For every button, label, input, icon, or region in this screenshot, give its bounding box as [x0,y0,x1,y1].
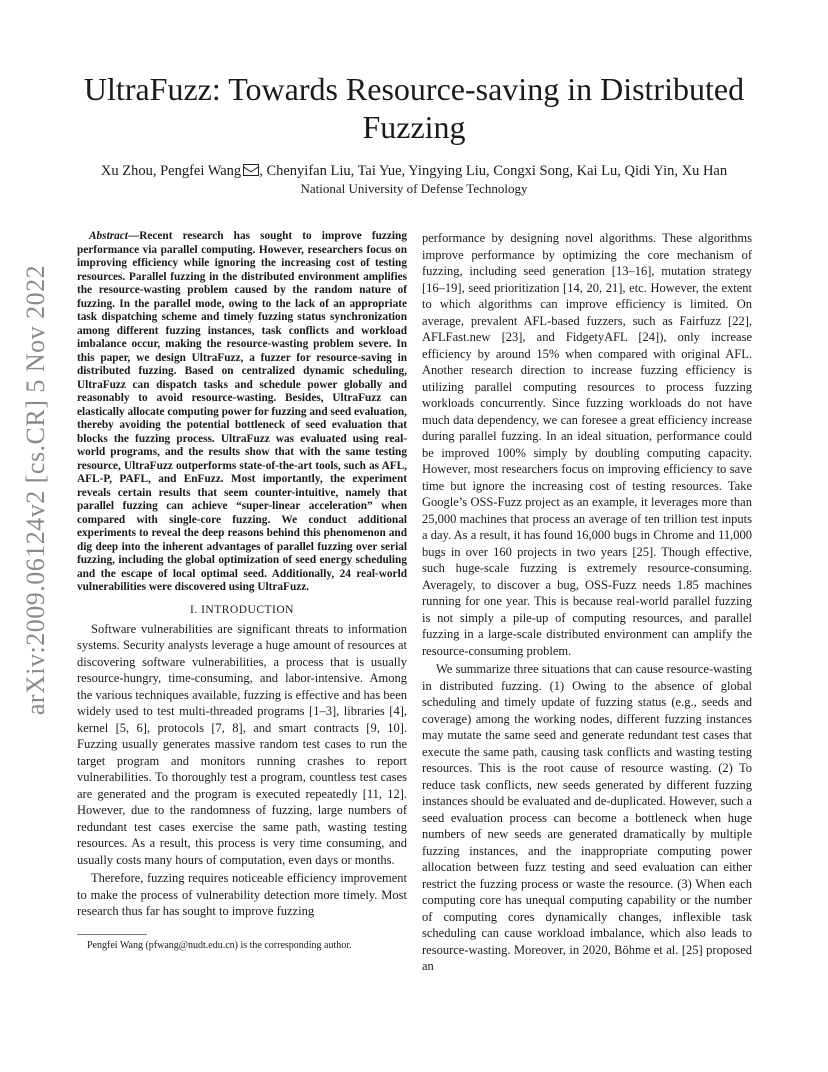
right-paragraph-1: performance by designing novel algorithms. These algorithms improve performance by optimizing the core mechanism of fuzzing, including seed generation [13–16], mutation strategy [16–19], seed prioritization [14, 20, 21], etc. However, the extent to which algorithms can improve efficiency is limited. On average, prevalent AFL-based fuzzers, such as Fairfuzz [22], AFLFast.new [23], and FidgetyAFL [24]), only increase efficiency by around 15% when compared with original AFL. Another research direction to increase fuzzing efficiency is utilizing parallel computing resources to process fuzzing workloads concurrently. Since fuzzing workloads do not have much data dependency, we can foresee a great efficiency increase during parallel fuzzing. In an ideal situation, performance could be improved 100% simply by doubling computing capacity. However, most researchers focus on improving efficiency to save time but ignore the increasing cost of testing resources. Take Google’s OSS-Fuzz project as an example, it leverages more than 25,000 machines that process an average of ten trillion test inputs a day. As a result, it has found 16,000 bugs in Chrome and 11,000 bugs in over 160 projects in two years [25]. Though effective, such huge-scale fuzzing is extremely resource-consuming. Averagely, to discover a bug, OSS-Fuzz needs 1.85 machines running for one year. This is because real-world parallel fuzzing is not simply a pile-up of computing resources, and parallel fuzzing in a large-scale distributed environment can amplify the resource-consuming problem. [422,231,752,658]
abstract [77,230,407,595]
arxiv-identifier: arXiv:2009.06124v2 [cs.CR] 5 Nov 2022 [21,264,51,716]
abstract-text: —Recent research has sought to improve fuzzing performance via parallel computing. However, researchers focus on improving efficiency while ignoring the increasing cost of testing resources. Parallel fuzzing in the distributed environment amplifies the resource-wasting problem caused by the random nature of fuzzing. In the parallel mode, owing to the lack of an appropriate task dispatching scheme and timely fuzzing status synchronization among different fuzzing instances, task conflicts and workload imbalance occur, making the resource-wasting problem severe. In this paper, we design UltraFuzz, a fuzzer for resource-saving in distributed fuzzing. Based on centralized dynamic scheduling, UltraFuzz can dispatch tasks and schedule power globally and reasonably to avoid resource-wasting. Besides, UltraFuzz can elastically allocate computing power for fuzzing and seed evaluation, thereby avoiding the potential bottleneck of seed evaluation that blocks the fuzzing process. UltraFuzz was evaluated using real-world programs, and the results show that with the same testing resource, UltraFuzz outperforms state-of-the-art tools, such as AFL, AFL-P, PAFL, and EnFuzz. Most importantly, the experiment reveals certain results that seem counter-intuitive, namely that parallel fuzzing can achieve “super-linear acceleration” when compared with single-core fuzzing. We conduct additional experiments to reveal the deep reasons behind this phenomenon and dig deep into the inherent advantages of parallel fuzzing over serial fuzzing, including the global optimization of seed energy scheduling and the escape of local optimal seed. Additionally, 24 real-world vulnerabilities were discovered using UltraFuzz. [77,230,407,593]
footnote: Pengfei Wang (pfwang@nudt.edu.cn) is the corresponding author. [87,939,352,951]
paper-title: UltraFuzz: Towards Resource-saving in Distributed Fuzzing [83,71,745,145]
intro-paragraph-2: Therefore, fuzzing requires noticeable efficiency improvement to make the process of vulnerability detection more timely. Most research thus far has sought to improve fuzzing [77,871,407,918]
right-column [422,230,752,975]
left-column [77,230,407,952]
footnote-divider [77,934,147,935]
authors-part-1: Xu Zhou, Pengfei Wang [100,163,242,179]
section-heading-introduction: I. INTRODUCTION [190,603,294,616]
arxiv-identifier-margin [21,264,51,716]
envelope-icon [243,164,259,176]
intro-paragraph-1: Software vulnerabilities are significant threats to information systems. Security analysts leverage a huge amount of resources at discovering software vulnerabilities, a process that is usually resource-hungry, time-consuming, and labor-intensive. Among the various techniques available, fuzzing is effective and has been widely used to test multi-threaded programs [1–3], libraries [4], kernel [5, 6], protocols [7, 8], and smart contracts [9, 10]. Fuzzing usually generates massive random test cases to run the target program and monitors running crashes to report vulnerabilities. To thoroughly test a program, countless test cases are generated and the program is executed repeatedly [11, 12]. However, due to the randomness of fuzzing, large numbers of redundant test cases exercise the same path, wasting testing resources. As a result, this process is very time consuming, and usually costs many hours of computation, even days or months. [77,621,407,867]
right-paragraph-2: We summarize three situations that can cause resource-wasting in distributed fuzzing. (1) Owing to the absence of global scheduling and timely update of fuzzing status (e.g., seeds and coverage) among the working nodes, different fuzzing instances may mutate the same seed and generate redundant test cases that execute the same path, causing task conflicts and wasting testing resources. This is the root cause of resource wasting. (2) To reduce task conflicts, new seeds generated by different fuzzing instances should be evaluated and de-duplicated. However, such a seed evaluation process can become a bottleneck when huge numbers of new seeds are generated dramatically by multiple fuzzing instances, and the inappropriate computing power allocation between fuzz testing and seed evaluation can either restrict the fuzzing process or waste the resource. (3) When each computing core has unequal computing capability or the number of computing cores dynamically changes, inflexible task scheduling can cause workload imbalance, which also leads to resource-wasting. Moreover, in 2020, Böhme et al. [25] proposed an [422,662,752,973]
author-list [60,162,768,180]
abstract-label: Abstract [89,230,128,242]
affiliation: National University of Defense Technology [300,181,528,196]
authors-part-2: , Chenyifan Liu, Tai Yue, Yingying Liu, Congxi Song, Kai Lu, Qidi Yin, Xu Han [259,163,728,179]
